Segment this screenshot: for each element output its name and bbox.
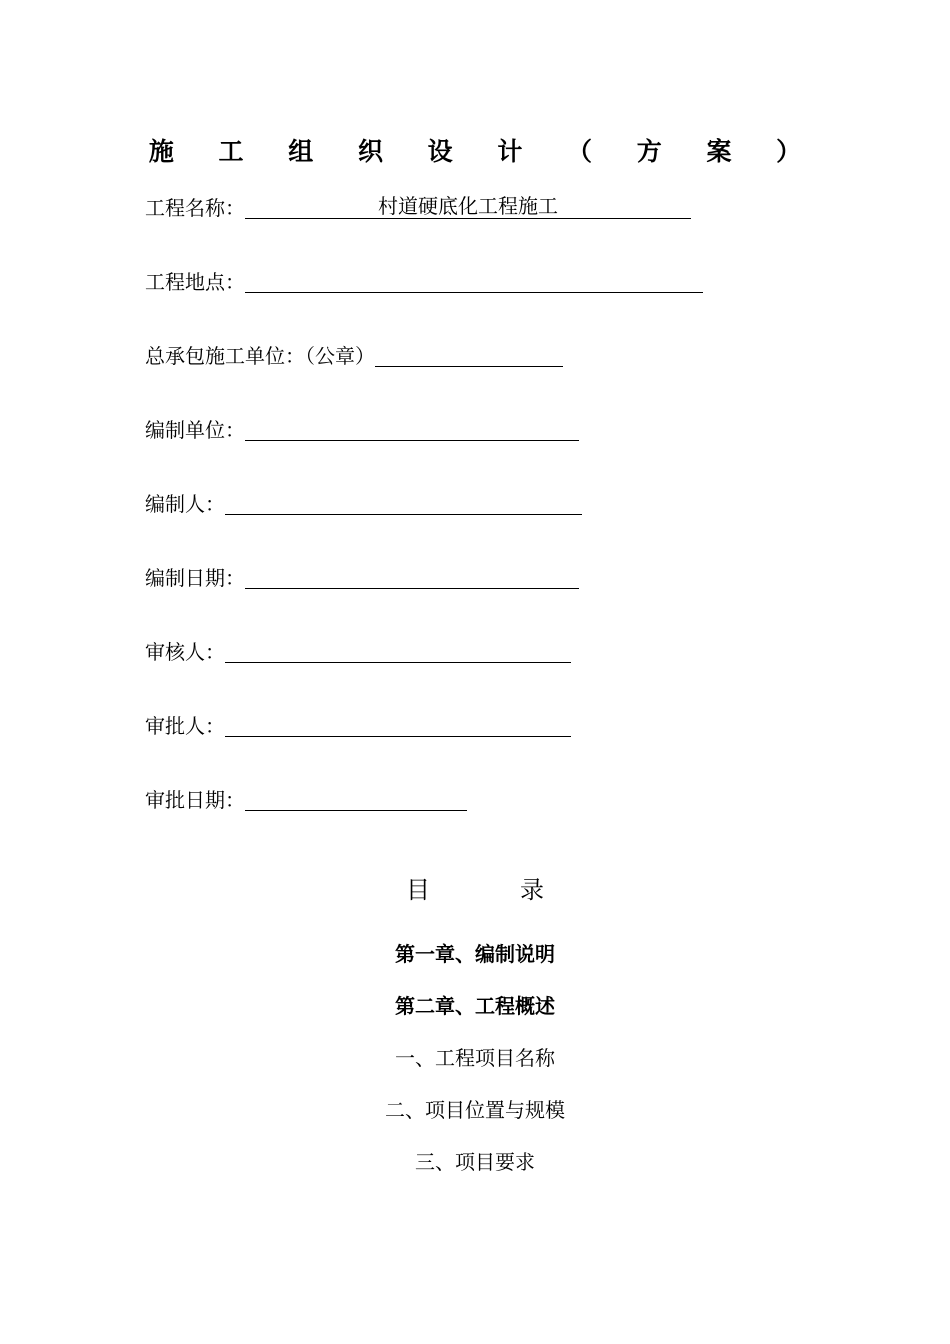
field-project-location	[145, 267, 703, 297]
field-value-line	[225, 490, 582, 515]
field-label: 工程地点：	[145, 270, 245, 294]
toc-title-right: 录	[520, 876, 544, 904]
toc-item: 三、项目要求	[415, 1150, 535, 1174]
toc-item: 第一章、编制说明	[395, 942, 555, 966]
field-value-line	[245, 786, 467, 811]
toc-item: 第二章、工程概述	[395, 994, 555, 1018]
field-label: 审核人：	[145, 640, 225, 664]
field-label: 总承包施工单位：（公章）	[145, 344, 375, 368]
field-label: 编制人：	[145, 492, 225, 516]
toc-title-left: 目	[406, 876, 430, 904]
field-value-line	[245, 268, 703, 293]
toc-item: 一、工程项目名称	[395, 1046, 555, 1070]
field-label: 编制日期：	[145, 566, 245, 590]
field-label: 审批人：	[145, 714, 225, 738]
document-title: 施 工 组 织 设 计 （ 方 案 ）	[148, 137, 820, 166]
field-label: 编制单位：	[145, 418, 245, 442]
field-approval-date	[145, 785, 467, 815]
field-approver	[145, 711, 571, 741]
field-value-line	[245, 564, 579, 589]
field-reviewer	[145, 637, 571, 667]
field-value-line	[375, 342, 563, 367]
field-value-line: 村道硬底化工程施工	[245, 194, 691, 219]
field-compiler	[145, 489, 582, 519]
field-value-line	[225, 638, 571, 663]
field-compile-date	[145, 563, 579, 593]
field-label: 工程名称：	[145, 196, 245, 220]
field-general-contractor	[145, 341, 563, 371]
field-value-line	[225, 712, 571, 737]
field-value-line	[245, 416, 579, 441]
toc-item: 二、项目位置与规模	[385, 1098, 565, 1122]
field-compiling-unit	[145, 415, 579, 445]
field-project-name	[145, 193, 691, 223]
toc-title	[0, 870, 950, 905]
field-label: 审批日期：	[145, 788, 245, 812]
